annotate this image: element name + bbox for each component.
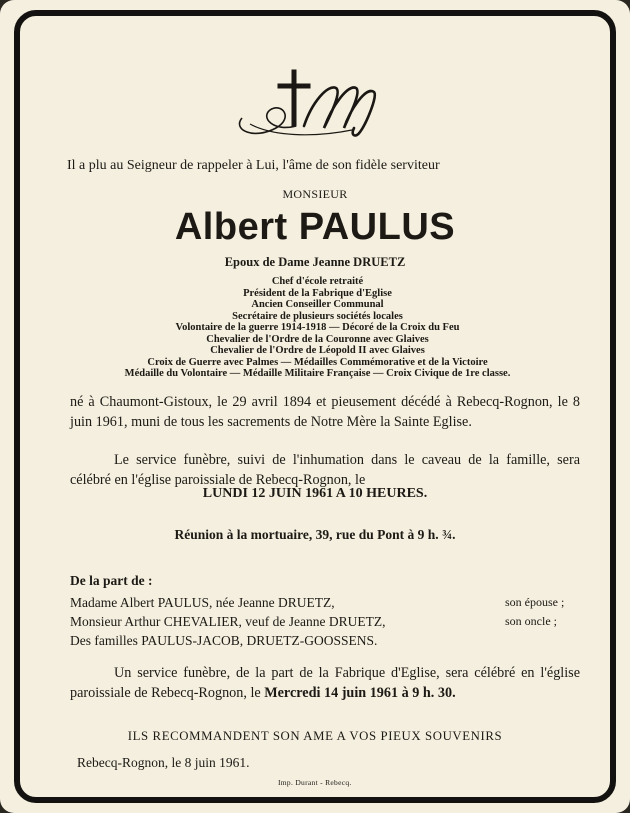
title-line: Chevalier de l'Ordre de Léopold II avec Glaives [210,345,425,356]
printer-credit: Imp. Durant - Rebecq. [278,778,352,787]
from-label: De la part de : [70,573,153,588]
deceased-name: Albert PAULUS [174,206,456,248]
family-member: Madame Albert PAULUS, née Jeanne DRUETZ, [70,595,335,610]
honorific: MONSIEUR [282,187,348,201]
family-member: Des familles PAULUS-JACOB, DRUETZ-GOOSSENS. [70,633,378,648]
title-line: Chef d'école retraité [271,276,364,287]
title-line: Médaille du Volontaire — Médaille Militaire Française — Croix Civique de 1re classe. [124,368,511,379]
spouse-line: Epoux de Dame Jeanne DRUETZ [224,255,406,269]
title-line: Ancien Conseiller Communal [251,299,384,310]
reunion-line: Réunion à la mortuaire, 39, rue du Pont à 9 h. ¾. [174,527,456,542]
service-paragraph: Le service funèbre, suivi de l'inhumation dans le caveau de la famille, sera célébré en l'église paroissiale de Rebecq-Rognon, le [70,452,580,488]
place-date: Rebecq-Rognon, le 8 juin 1961. [77,755,250,770]
cross-monogram-icon [232,66,382,146]
family-member: Monsieur Arthur CHEVALIER, veuf de Jeanne DRUETZ, [70,614,386,629]
recommendation-line: ILS RECOMMANDENT SON AME A VOS PIEUX SOUVENIRS [127,729,503,743]
titles-list [60,276,575,380]
family-relation: son oncle ; [505,614,557,628]
title-line: Volontaire de la guerre 1914-1918 — Décoré de la Croix du Feu [175,322,460,333]
title-line: Secrétaire de plusieurs sociétés locales [232,310,403,322]
family-relation: son épouse ; [505,595,565,609]
service-date: LUNDI 12 JUIN 1961 A 10 HEURES. [202,486,428,501]
intro-line: Il a plu au Seigneur de rappeler à Lui, l'âme de son fidèle serviteur [67,158,440,173]
birth-death-paragraph: né à Chaumont-Gistoux, le 29 avril 1894 et pieusement décédé à Rebecq-Rognon, le 8 juin 1961, muni de tous les sacrements de Notre Mère la Sainte Eglise. [70,394,580,430]
title-line: Croix de Guerre avec Palmes — Médailles Commémorative et de la Victoire [147,356,488,368]
second-service-date: Mercredi 14 juin 1961 à 9 h. 30. [264,685,456,701]
title-line: Chevalier de l'Ordre de la Couronne avec Glaives [206,333,429,345]
second-service-paragraph [70,663,580,703]
title-line: Président de la Fabrique d'Eglise [243,287,392,299]
second-service-text: Un service funèbre, de la part de la Fabrique d'Eglise, sera célébré en l'église paroissiale de Rebecq-Rognon, le [70,665,580,701]
